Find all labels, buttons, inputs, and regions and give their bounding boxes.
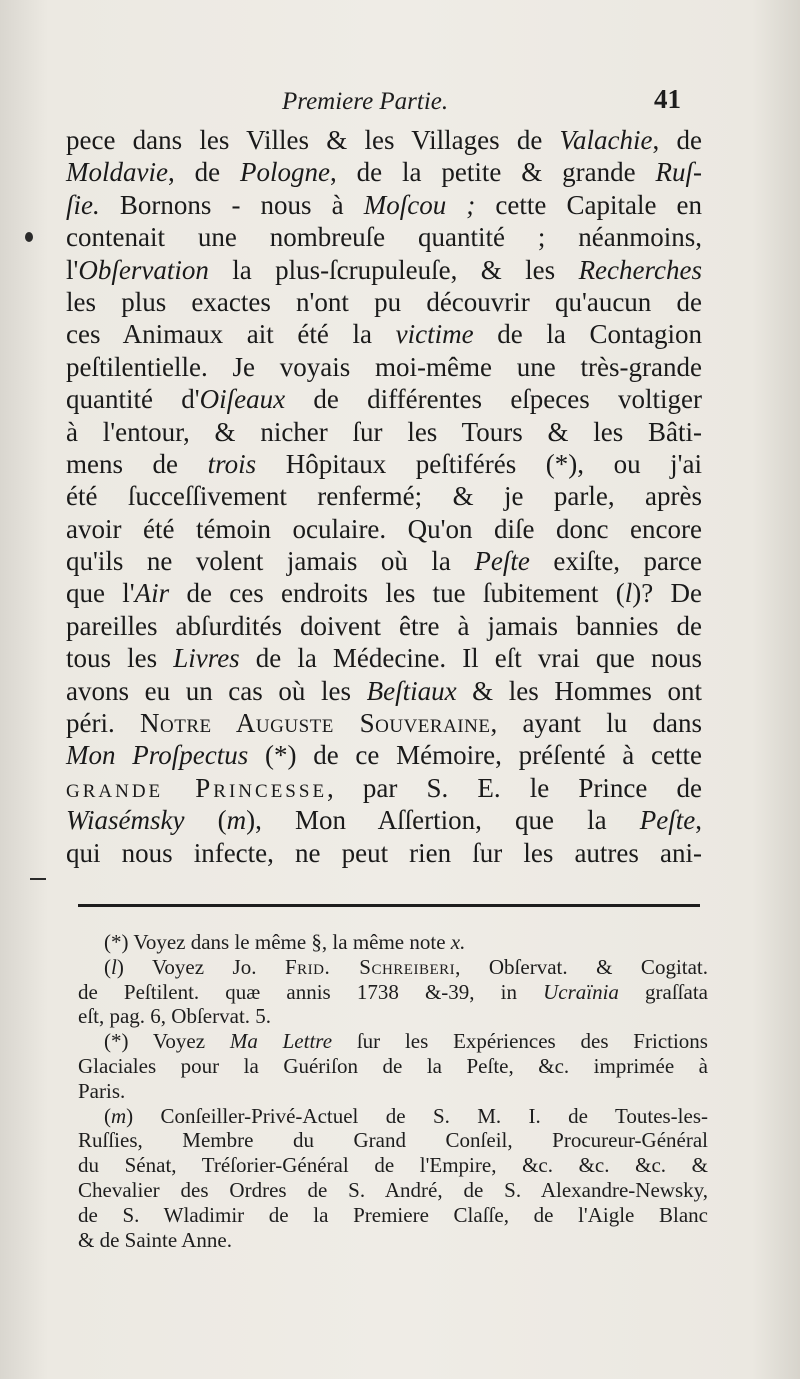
text-run: qu'ils ne volent jamais où la bbox=[66, 546, 475, 577]
text-run: & de Sainte Anne. bbox=[78, 1227, 232, 1252]
text-run: les plus exactes n'ont pu découvrir qu'aucun de bbox=[66, 286, 702, 317]
text-line bbox=[66, 189, 702, 221]
footnote-line bbox=[78, 1128, 708, 1153]
text-run: contenait une nombreuſe quantité ; néanmoins, bbox=[66, 222, 702, 253]
footnote-line bbox=[78, 1153, 708, 1178]
italic-text: Obſervation bbox=[78, 254, 209, 285]
page-header bbox=[0, 78, 800, 122]
margin-dash-mark bbox=[30, 878, 46, 880]
spaced-small-caps-text: grande Princesse bbox=[66, 772, 328, 803]
small-caps-text: Notre Auguste Souveraine bbox=[140, 708, 491, 739]
italic-text: Wiasémsky bbox=[66, 805, 185, 836]
text-line bbox=[66, 448, 702, 480]
italic-text: Pologne bbox=[240, 157, 330, 188]
text-run: que l' bbox=[66, 578, 135, 609]
text-line bbox=[66, 351, 702, 383]
footnote-line bbox=[78, 1178, 708, 1203]
italic-text: Oiſeaux bbox=[199, 384, 286, 415]
footnote-line bbox=[78, 1079, 708, 1104]
text-run: de S. Wladimir de la Premiere Claſſe, de l'Aigle Blanc bbox=[78, 1202, 708, 1227]
italic-text: Ma Lettre bbox=[229, 1029, 333, 1054]
text-run: de différentes eſpeces voltiger bbox=[285, 384, 702, 415]
text-run: ( bbox=[184, 805, 227, 836]
italic-text: l bbox=[624, 578, 633, 609]
italic-text: m bbox=[226, 805, 247, 836]
text-run: & les Hommes ont bbox=[456, 675, 702, 706]
page-number: 41 bbox=[654, 84, 681, 114]
text-run: ( bbox=[104, 1103, 111, 1128]
text-line bbox=[66, 286, 702, 318]
text-line bbox=[66, 707, 702, 739]
text-run: pece dans les Villes & les Villages de bbox=[66, 125, 560, 155]
italic-text: trois bbox=[207, 448, 257, 479]
text-line bbox=[66, 383, 702, 415]
italic-text: Ucraïnia bbox=[543, 979, 619, 1004]
text-run: l' bbox=[66, 254, 79, 285]
italic-text: Peſte bbox=[474, 546, 530, 577]
text-run: ) Conſeiller-Privé-Actuel de S. M. I. de Toutes-les- bbox=[126, 1103, 708, 1128]
text-run: péri. bbox=[66, 708, 141, 739]
italic-text: Ruſ- bbox=[655, 157, 703, 188]
margin-ink-mark bbox=[25, 232, 33, 242]
text-run: de ces endroits les tue ſubitement ( bbox=[169, 578, 625, 609]
text-line bbox=[66, 610, 702, 642]
text-run: exiſte, parce bbox=[529, 546, 703, 577]
footnote-line bbox=[78, 1104, 708, 1129]
footnote-line bbox=[78, 1203, 708, 1228]
text-run: (*) Voyez dans le même §, la même note bbox=[104, 930, 451, 954]
footnote-line bbox=[78, 930, 708, 955]
footnote-line bbox=[78, 1228, 708, 1253]
text-run: )? De bbox=[632, 578, 702, 609]
text-run: avons eu un cas où les bbox=[66, 675, 367, 706]
text-run: Hôpitaux peſtiférés (*), ou j'ai bbox=[256, 448, 703, 479]
text-run: ), Mon Aſſertion, que la bbox=[246, 805, 640, 836]
text-run: cette Capitale en bbox=[475, 189, 703, 220]
text-run: du Sénat, Tréſorier-Général de l'Empire, &c. &c. &c. & bbox=[78, 1153, 708, 1178]
text-run: quantité d' bbox=[66, 384, 200, 415]
text-run: graſſata bbox=[618, 979, 708, 1004]
text-line bbox=[66, 642, 702, 674]
footnote-line bbox=[78, 955, 708, 980]
text-run: Paris. bbox=[78, 1078, 126, 1103]
text-run: ( bbox=[104, 954, 111, 979]
footnote-line bbox=[78, 1054, 708, 1079]
text-line bbox=[66, 804, 702, 836]
footnote-line bbox=[78, 980, 708, 1005]
italic-text: Livres bbox=[173, 643, 240, 674]
text-line bbox=[66, 772, 702, 804]
italic-text: Beſtiaux bbox=[366, 675, 457, 706]
text-run: Chevalier des Ordres de S. André, de S. Alexandre-Newsky, bbox=[78, 1177, 708, 1202]
text-run: ſur les Expériences des Frictions bbox=[332, 1029, 708, 1054]
text-line bbox=[66, 221, 702, 253]
footnote-line bbox=[78, 1029, 708, 1054]
text-run: Glaciales pour la Guériſon de la Peſte, &c. imprimée à bbox=[78, 1053, 708, 1078]
small-caps-text: Frid. Schreiberi bbox=[285, 954, 456, 979]
text-run: (*) de ce Mémoire, préſenté à cette bbox=[248, 740, 702, 771]
text-run: Ruſſies, Membre du Grand Conſeil, Procureur-Général bbox=[78, 1128, 708, 1153]
text-run: avoir été témoin oculaire. Qu'on diſe donc encore bbox=[66, 513, 702, 544]
text-line bbox=[66, 739, 702, 771]
text-line bbox=[66, 837, 702, 869]
text-line bbox=[66, 577, 702, 609]
text-run: , Obſervat. & Cogitat. bbox=[455, 954, 709, 979]
text-run: , de la petite & grande bbox=[329, 157, 656, 188]
text-run: , de bbox=[652, 125, 702, 155]
text-line bbox=[66, 513, 702, 545]
text-run: ces Animaux ait été la bbox=[66, 319, 396, 350]
italic-text: ſie. bbox=[66, 189, 100, 220]
text-run: de Peſtilent. quæ annis 1738 &-39, in bbox=[78, 979, 544, 1004]
italic-text: Air bbox=[134, 578, 170, 609]
text-run: , par S. E. le Prince de bbox=[327, 772, 702, 803]
text-run: Bornons - nous à bbox=[99, 189, 364, 220]
footnotes bbox=[78, 930, 708, 1252]
text-line bbox=[66, 156, 702, 188]
italic-text: x. bbox=[450, 930, 466, 954]
text-run: eſt, pag. 6, Obſervat. 5. bbox=[78, 1004, 272, 1029]
italic-text: Moldavie bbox=[66, 157, 168, 188]
text-line bbox=[66, 416, 702, 448]
text-run: la plus-ſcrupuleuſe, & les bbox=[208, 254, 579, 285]
text-run: peſtilentielle. Je voyais moi-même une très-grande bbox=[66, 351, 702, 382]
italic-text: Recherches bbox=[578, 254, 702, 285]
text-run: , bbox=[695, 805, 702, 836]
text-run: qui nous infecte, ne peut rien ſur les autres ani- bbox=[66, 837, 702, 868]
text-line bbox=[66, 254, 702, 286]
text-run: de la Contagion bbox=[473, 319, 702, 350]
italic-text: m bbox=[111, 1103, 127, 1128]
text-run: pareilles abſurdités doivent être à jamais bannies de bbox=[66, 610, 702, 641]
text-run: (*) Voyez bbox=[104, 1029, 230, 1054]
text-line bbox=[66, 318, 702, 350]
italic-text: Peſte bbox=[639, 805, 696, 836]
footnote-rule bbox=[78, 904, 700, 907]
footnote-line bbox=[78, 1004, 708, 1029]
italic-text: Mon Proſpectus bbox=[66, 740, 249, 771]
body-text bbox=[66, 124, 702, 869]
text-run: , de bbox=[167, 157, 240, 188]
italic-text: Moſcou ; bbox=[363, 189, 476, 220]
running-head: Premiere Partie. bbox=[282, 88, 449, 115]
italic-text: l bbox=[111, 954, 117, 979]
italic-text: Valachie bbox=[559, 125, 653, 155]
text-run: tous les bbox=[66, 643, 174, 674]
text-run: à l'entour, & nicher ſur les Tours & les Bâti- bbox=[66, 416, 702, 447]
text-run: été ſucceſſivement renfermé; & je parle, après bbox=[66, 481, 702, 512]
text-run: , ayant lu dans bbox=[490, 708, 703, 739]
text-line bbox=[66, 124, 702, 156]
text-line bbox=[66, 480, 702, 512]
text-run: ) Voyez Jo. bbox=[116, 954, 285, 979]
text-line bbox=[66, 675, 702, 707]
text-line bbox=[66, 545, 702, 577]
italic-text: victime bbox=[395, 319, 474, 350]
text-run: mens de bbox=[66, 448, 208, 479]
text-run: de la Médecine. Il eſt vrai que nous bbox=[239, 643, 702, 674]
